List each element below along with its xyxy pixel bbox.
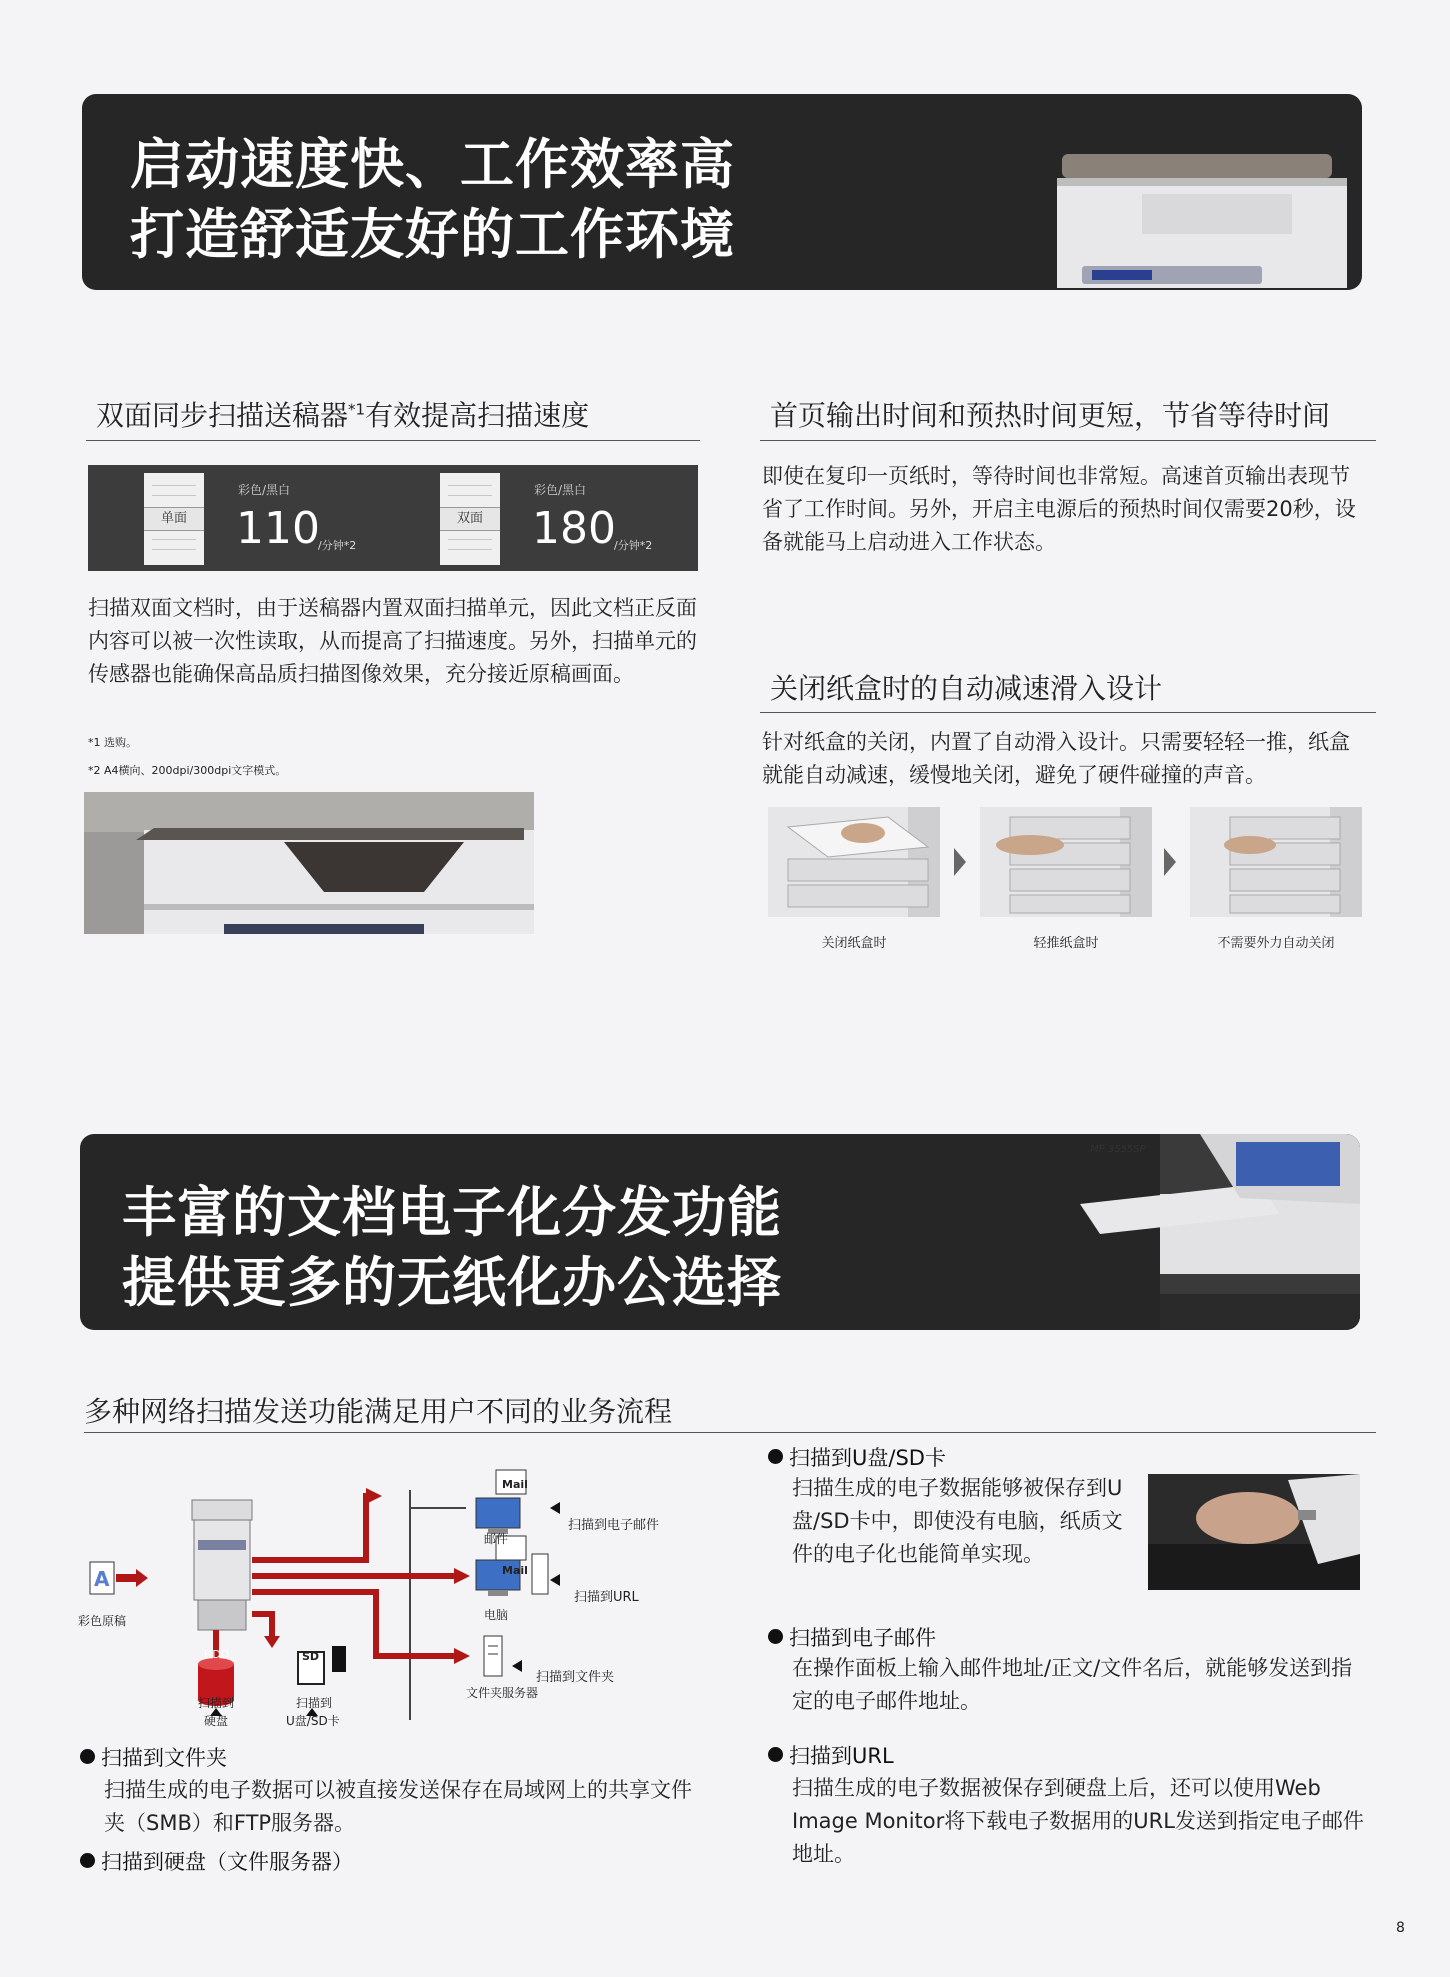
diagram-label-sd-2: U盘/SD卡 [286,1714,340,1728]
banner-startup [82,94,1362,290]
tray-photo-step2 [980,807,1152,917]
banner2-headline-line1: 丰富的文档电子化分发功能 [122,1181,782,1244]
firstpage-description: 即使在复印一页纸时，等待时间也非常短。高速首页输出表现节省了工作时间。另外，开启主电源后的预热时间仅需要20秒，设备就能马上启动进入工作状态。 [762,464,1356,554]
bullet-folder-text: 扫描到文件夹 [101,1746,227,1770]
diagram-label-email-dest: 扫描到电子邮件 [568,1518,660,1533]
diagram-label-folder-dest: 扫描到文件夹 [536,1670,615,1685]
mail-dest-pointer [550,1502,560,1514]
bullet-usb-heading [768,1442,946,1472]
diagram-label-hdd-1: 扫描到 [198,1696,235,1710]
diagram-hdd-text: HDD [204,1648,230,1661]
scan-speed-panel [88,465,698,571]
tray-photo-step1 [768,807,940,917]
url-dest-pointer [550,1574,560,1586]
banner-distribution [80,1134,1360,1330]
simplex-speed-unit: /分钟*2 [318,539,357,552]
diagram-mail-badge: Mail [502,1478,528,1491]
banner2-model-label: MP 3555SP [1090,1144,1146,1155]
scan-title-rest: 有效提高扫描速度 [365,399,590,432]
network-section-rule [84,1432,1376,1433]
diagram-label-mail-pc: 邮件 [484,1532,509,1546]
firstpage-section-rule [760,440,1376,441]
file-server-icon [484,1636,502,1676]
page-number: 8 [1396,1920,1405,1936]
bullet-url-text: 扫描到URL [789,1744,894,1768]
route-to-folder [252,1592,456,1656]
bullet-usb-text: 扫描到U盘/SD卡 [789,1446,946,1470]
simplex-tag: 单面 [144,507,204,531]
duplex-speed-value: 180 [532,503,616,554]
diagram-sd-text: SD [302,1650,320,1663]
usb-insert-photo [1148,1474,1360,1590]
simplex-speed-value: 110 [236,503,320,554]
banner-headline-line1: 启动速度快、工作效率高 [130,133,735,196]
copier-icon [192,1500,252,1630]
scan-description: 扫描双面文档时，由于送稿器内置双面扫描单元，因此文档正反面内容可以被一次性读取，从而提高了扫描速度。另外，扫描单元的传感器也能确保高品质扫描图像效果，充分接近原稿画面。 [88,596,697,686]
copier-panel-illustration [1040,1134,1360,1330]
banner2-headline-line2: 提供更多的无纸化办公选择 [122,1251,782,1314]
tray-section-title: 关闭纸盒时的自动减速滑入设计 [770,672,1163,705]
bullet-url-description: 扫描生成的电子数据被保存到硬盘上后，还可以使用Web Image Monitor将下载电子数据用的URL发送到指定电子邮件地址。 [792,1776,1364,1866]
copier-machine-illustration [972,134,1352,290]
document-feeder-photo [84,792,534,934]
bullet-dot [768,1629,783,1644]
bullet-hdd-heading [80,1846,353,1876]
duplex-tag: 双面 [440,507,500,531]
duplex-speed-unit: /分钟*2 [614,539,653,552]
bullet-email-heading [768,1622,936,1652]
diagram-label-url-pc: 电脑 [484,1608,509,1622]
route-to-sd [252,1614,272,1638]
bullet-usb-description: 扫描生成的电子数据能够被保存到U盘/SD卡中，即使没有电脑，纸质文件的电子化也能简单实现。 [792,1476,1123,1566]
bullet-dot [768,1449,783,1464]
tray-caption-1: 关闭纸盒时 [821,936,887,951]
bullet-dot [80,1749,95,1764]
scan-title-text: 双面同步扫描送稿器 [96,399,349,432]
diagram-label-original: 彩色原稿 [78,1614,127,1628]
diagram-label-sd-1: 扫描到 [296,1696,333,1710]
duplex-mode-label: 彩色/黑白 [534,483,587,497]
banner-headline-line2: 打造舒适友好的工作环境 [130,203,735,266]
diagram-label-server: 文件夹服务器 [466,1686,539,1700]
diagram-label-url-dest: 扫描到URL [574,1590,639,1605]
route-to-email [252,1496,368,1560]
scan-title-footnote-mark: *1 [348,400,366,419]
tray-step-arrow-1 [954,848,966,876]
diagram-url-badge: Mail [502,1564,528,1577]
tray-photo-step3 [1190,807,1362,917]
tray-description: 针对纸盒的关闭，内置了自动滑入设计。只需要轻轻一推，纸盒就能自动减速，缓慢地关闭，避免了硬件碰撞的声音。 [762,730,1350,787]
bullet-url-heading [768,1740,894,1770]
network-section-title: 多种网络扫描发送功能满足用户不同的业务流程 [84,1395,673,1428]
bullet-email-text: 扫描到电子邮件 [789,1626,936,1650]
bullet-folder-description: 扫描生成的电子数据可以被直接发送保存在局域网上的共享文件夹（SMB）和FTP服务器。 [104,1778,692,1835]
bullet-dot [80,1853,95,1868]
duplex-document-icon [440,473,500,565]
folder-dest-pointer [512,1660,522,1672]
diagram-label-hdd-2: 硬盘 [204,1714,229,1728]
bullet-email-description: 在操作面板上输入邮件地址/正文/文件名后，就能够发送到指定的电子邮件地址。 [792,1656,1353,1713]
simplex-document-icon [144,473,204,565]
tray-section-rule [760,712,1376,713]
scan-note-1: *1 选购。 [88,736,137,749]
scan-section-title [96,394,589,434]
bullet-hdd-text: 扫描到硬盘（文件服务器） [101,1850,353,1874]
scan-section-rule [86,440,700,441]
original-to-copier-arrow [116,1569,148,1587]
tray-step-arrow-2 [1164,848,1176,876]
tray-caption-2: 轻推纸盒时 [1033,936,1099,951]
svg-text:A: A [94,1567,110,1591]
scan-note-2: *2 A4横向、200dpi/300dpi文字模式。 [88,764,287,777]
tray-caption-3: 不需要外力自动关闭 [1217,936,1335,951]
firstpage-section-title: 首页输出时间和预热时间更短，节省等待时间 [770,399,1331,432]
bullet-folder-heading [80,1742,227,1772]
simplex-mode-label: 彩色/黑白 [238,483,291,497]
bullet-dot [768,1747,783,1762]
